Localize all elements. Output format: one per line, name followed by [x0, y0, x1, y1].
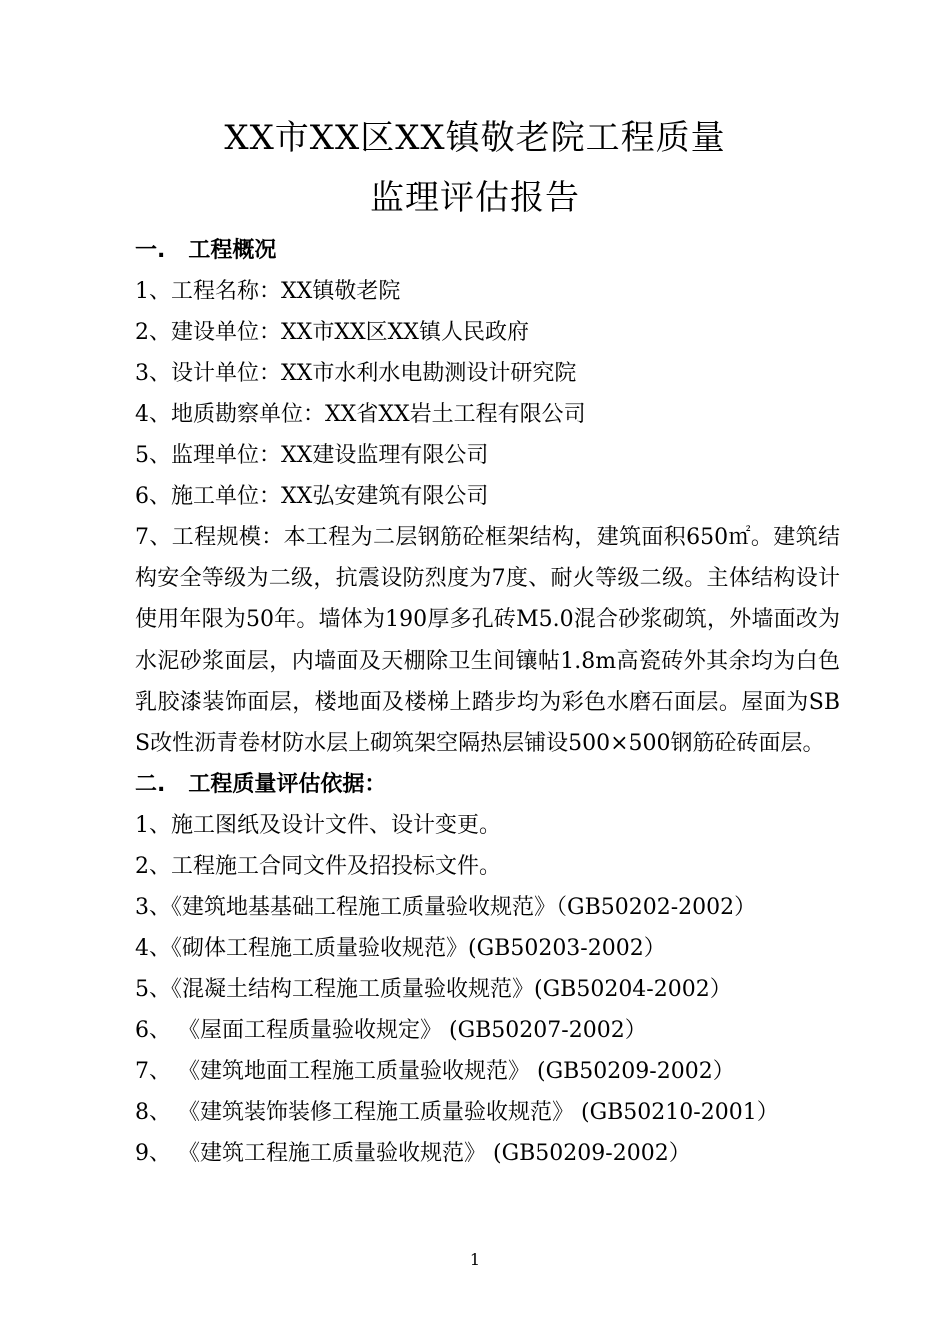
report-title-line-2: 监理评估报告 — [370, 178, 580, 218]
list-item: 1、施工图纸及设计文件、设计变更。 — [135, 813, 501, 839]
list-item: 4、地质勘察单位：XX省XX岩土工程有限公司 — [135, 402, 586, 427]
list-item: 7、 《建筑地面工程施工质量验收规范》 (GB50209-2002） — [135, 1059, 735, 1085]
list-item: 4、《砌体工程施工质量验收规范》(GB50203-2002） — [135, 936, 666, 962]
list-item: 3、《建筑地基基础工程施工质量验收规范》（GB50202-2002） — [135, 895, 757, 921]
list-item: 8、 《建筑装饰装修工程施工质量验收规范》 (GB50210-2001） — [135, 1100, 779, 1126]
report-title-line-1: XX市XX区XX镇敬老院工程质量 — [224, 118, 726, 158]
list-item: 2、工程施工合同文件及招投标文件。 — [135, 854, 501, 880]
section-heading-evaluation-basis: 二. 工程质量评估依据： — [135, 772, 387, 798]
list-item: 6、 《屋面工程质量验收规定》 (GB50207-2002） — [135, 1018, 647, 1044]
list-item: 5、监理单位：XX建设监理有限公司 — [135, 443, 489, 468]
section-heading-overview: 一. 工程概况 — [135, 238, 277, 263]
list-item: 5、《混凝土结构工程施工质量验收规范》(GB50204-2002） — [135, 977, 732, 1003]
list-item: 1、工程名称：XX镇敬老院 — [135, 279, 401, 304]
page-number: 1 — [469, 1250, 481, 1269]
report-body — [135, 230, 840, 1174]
list-item: 6、施工单位：XX弘安建筑有限公司 — [135, 484, 489, 509]
list-item: 9、 《建筑工程施工质量验收规范》 (GB50209-2002） — [135, 1141, 691, 1167]
project-scale-paragraph: 7、工程规模：本工程为二层钢筋砼框架结构，建筑面积650㎡。建筑结构安全等级为二级，抗震设防烈度为7度、耐火等级二级。主体结构设计使用年限为50年。墙体为190厚多孔砖M5.0混合砂浆砌筑，外墙面改为水泥砂浆面层，内墙面及天棚除卫生间镶帖1.8m高瓷砖外其余均为白色乳胶漆装饰面层，楼地面及楼梯上踏步均为彩色水磨石面层。屋面为SBS改性沥青卷材防水层上砌筑架空隔热层铺设500×500钢筋砼砖面层。 — [135, 525, 840, 757]
list-item: 2、建设单位：XX市XX区XX镇人民政府 — [135, 320, 529, 345]
list-item: 3、设计单位：XX市水利水电勘测设计研究院 — [135, 361, 577, 386]
